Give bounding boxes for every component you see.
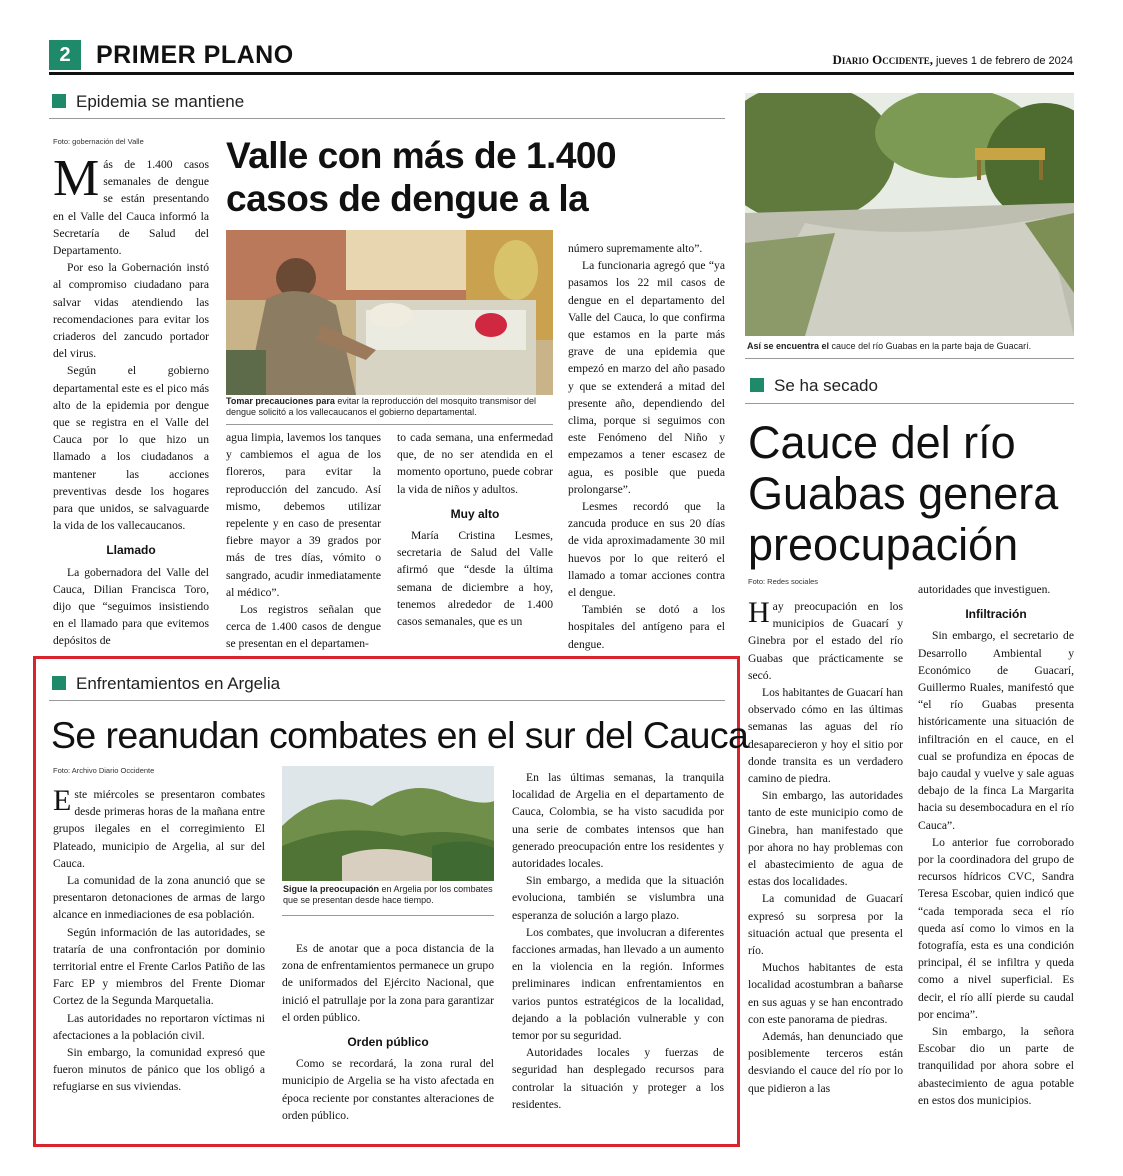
- paragraph: La funcionaria agregó que “ya pasamos los 22 mil casos de dengue en el departamento del Valle del Cauca, lo que confirma que estamos en la parte más grave de una epidemia que empezó en marzo del año pasado y que se extenderá a mitad del presente año, dependiendo del clima, porque si seguimos con este Fenómeno del Niño y empezamos a tener escasez de agua, es posible que pueda prolongarse”.: [568, 259, 725, 496]
- paragraph: to cada semana, una enfermedad que, de no ser atendida en el momento oportuno, puede cobrar la vida de niños y adultos.: [397, 431, 553, 496]
- paragraph: Autoridades locales y fuerzas de seguridad han desplegado recursos para controlar la situación y proteger a los residentes.: [512, 1046, 724, 1111]
- argelia-photo: [282, 766, 494, 881]
- dengue-column-2: [226, 429, 381, 651]
- paragraph: Lo anterior fue corroborado por la coordinadora del grupo de recursos hídricos CVC, Sandra Teresa Escobar, quien indicó que “cada temporada seca el río queda así como lo vimos en la fotografía, esta es una condición principal, él se infiltra y queda como a nivel superficial. Es decir, el río allí pierde su caudal por encima”.: [918, 835, 1074, 1021]
- river-photo-caption: Así se encuentra el cauce del río Guabas en la parte baja de Guacarí.: [747, 341, 1032, 351]
- paragraph: Por eso la Gobernación instó al compromiso ciudadano para salvar vidas atendiendo las recomendaciones para evitar los criaderos del zancudo portador del virus.: [53, 261, 209, 361]
- dengue-column-3: [397, 429, 553, 651]
- dengue-caption-rule: [226, 424, 553, 425]
- kicker-square-icon: [52, 94, 66, 108]
- paragraph: Es de anotar que a poca distancia de la zona de enfrentamientos permanece un grupo de uniformados del Ejército Nacional, que inició el patrullaje por la zona para garantizar el orden público.: [282, 942, 494, 1024]
- paragraph: Sin embargo, a medida que la situación evoluciona, también se vislumbra una esperanza de solución a largo plazo.: [512, 874, 724, 922]
- paragraph: La gobernadora del Valle del Cauca, Dilian Francisca Toro, dijo que “seguimos insistiendo en el llamado para que evitemos depósitos de: [53, 565, 209, 648]
- kicker-square-icon: [750, 378, 764, 392]
- paragraph: Además, han denunciado que posiblemente terceros están desviando el cauce del río por lo que pidieron a las: [748, 1030, 903, 1095]
- argelia-photo-credit: Foto: Archivo Diario Occidente: [53, 766, 155, 775]
- masthead-rule: [49, 72, 1074, 75]
- woman-washing-tank-image: [226, 230, 553, 395]
- paragraph: Los habitantes de Guacarí han observado cómo en las últimas semanas las aguas del río desaparecieron y hoy el sitio por donde transita es un verdadero camino de piedra.: [748, 686, 903, 786]
- paper-name: Diario Occidente,: [832, 52, 933, 67]
- argelia-column-3: [512, 769, 724, 1130]
- paragraph: Sin embargo, la señora Escobar dio un parte de tranquilidad por ahora sobre el abastecimiento de agua potable en estos dos municipios.: [918, 1025, 1074, 1107]
- section-title: PRIMER PLANO: [96, 41, 294, 69]
- river-column-2: [918, 581, 1074, 1128]
- paragraph: Sin embargo, la comunidad expresó que fueron minutos de pánico que los obligó a refugiarse en sus viviendas.: [53, 1046, 265, 1094]
- dengue-kicker: Epidemia se mantiene: [52, 92, 244, 112]
- argelia-column-2: [282, 940, 494, 1130]
- dry-riverbed-image: [745, 93, 1074, 336]
- paragraph: Los combates, que involucran a diferentes facciones armadas, han llevado a un aumento en la violencia en la región. Informes preliminares indican enfrentamientos en varios puntos estratégicos de la localidad, dejando a la población vulnerable y con temor por su seguridad.: [512, 925, 724, 1043]
- paragraph: La comunidad de Guacarí expresó su sorpresa por la situación actual que presenta el río.: [748, 892, 903, 958]
- subhead-llamado: Llamado: [106, 543, 156, 558]
- kicker-square-icon: [52, 676, 66, 690]
- argelia-column-1: Este miércoles se presentaron combates desde primeras horas de la mañana entre grupos ilegales en el corregimiento El Plateado, municipio de Argelia, al sur del Cauca. La comunidad de la zona anunció que se presentaron detonaciones de armas de largo alcance en inmediaciones de esa población. Según información de las autoridades, se trataría de una confrontación por dominio territorial entre el Frente Carlos Patiño de las Farc EP y miembros del Frente Diomar Cortez de la Segunda Marquetalia. Las autoridades no reportaron víctimas ni afectaciones a la población civil. Sin embargo, la comunidad expresó que fueron minutos de pánico que los obligó a refugiarse en sus viviendas.: [53, 786, 265, 1130]
- paragraph: número supremamente alto”.: [568, 242, 703, 255]
- river-column-1: Hay preocupación en los municipios de Guacarí y Ginebra por el estado del río Guabas que prácticamente se secó. Los habitantes de Guacarí han observado cómo en las últimas semanas las aguas del río desaparecieron y hoy el sitio por donde transita es un verdadero camino de piedra. Sin embargo, las autoridades tanto de este municipio como de Ginebra, han manifestado que por ahora no hay problemas con el abastecimiento de agua de estas dos localidades. La comunidad de Guacarí expresó su sorpresa por la situación actual que presenta el río. Muchos habitantes de esta localidad acostumbran a bañarse en sus aguas y se han encontrado con este panorama de piedras. Además, han denunciado que posiblemente terceros están desviando el cauce del río por lo que pidieron a las: [748, 598, 903, 1128]
- dengue-column-1: Más de 1.400 casos semanales de dengue se están presentando en el Valle del Cauca informó la Secretaría de Salud del Departamento. Por eso la Gobernación instó al compromiso ciudadano para salvar vidas atendiendo las recomendaciones para evitar los criaderos del zancudo portador del virus. Según el gobierno departamental este es el pico más alto de la epidemia por dengue que se registra en el Valle del Cauca por lo que hizo un llamado a los ciudadanos a mantener las acciones preventivas desde los hogares para que unidos, se salvaguarde la vida de los vallecaucanos. Llamado La gobernadora del Valle del Cauca, Dilian Francisca Toro, dijo que “seguimos insistiendo en el llamado para que evitemos depósitos de: [53, 156, 209, 651]
- river-kicker: Se ha secado: [750, 376, 878, 396]
- paragraph: Lesmes recordó que la zancuda produce en sus 20 días de vida aproximadamente 30 mil huevos por lo que reiteró el llamado a tomar acciones contra el dengue.: [568, 500, 725, 600]
- river-kicker-rule: [745, 403, 1074, 404]
- paragraph: Sin embargo, el secretario de Desarrollo Ambiental y Económico de Guacarí, Guillermo Ruales, manifestó que “el río Guabas presenta históricamente una situación de infiltración en el cauce, en el cual se profundiza en épocas de bajo caudal y vuelve y sale aguas debajo de la finca La Margarita hacia su desembocadura en el río Cauca”.: [918, 629, 1074, 832]
- paragraph: Como se recordará, la zona rural del municipio de Argelia se ha visto afectada en época reciente por constantes alteraciones de orden público.: [282, 1057, 494, 1122]
- paragraph: autoridades que investiguen.: [918, 583, 1051, 596]
- page-number-badge: [49, 40, 81, 70]
- paragraph: agua limpia, lavemos los tanques y cambiemos el agua de los floreros, para evitar la reproducción del zancudo. Así mismo, debemos utilizar repelente y en caso de presentar fiebre mayor a 39 grados por más de tres días, vómito o sangrado, acudir inmediatamente al médico”.: [226, 431, 381, 599]
- river-photo-credit: Foto: Redes sociales: [748, 577, 819, 586]
- dengue-photo-caption: Tomar precauciones para evitar la reproducción del mosquito transmisor del dengue solicitó a los vallecaucanos el gobierno departamental.: [226, 396, 536, 417]
- paragraph: Sin embargo, las autoridades tanto de este municipio como de Ginebra, han manifestado que por ahora no hay problemas con el abastecimiento de agua de estas dos localidades.: [748, 789, 903, 889]
- argelia-kicker: Enfrentamientos en Argelia: [52, 674, 280, 694]
- drop-cap: E: [53, 786, 72, 817]
- argelia-headline: Se reanudan combates en el sur del Cauca: [51, 714, 749, 756]
- subhead-orden-publico: Orden público: [347, 1035, 429, 1050]
- paragraph: Las autoridades no reportaron víctimas ni afectaciones a la población civil.: [53, 1011, 265, 1042]
- argelia-caption-rule: [282, 915, 494, 916]
- dengue-photo: [226, 230, 553, 395]
- dengue-photo-credit: Foto: gobernación del Valle: [53, 137, 144, 146]
- paragraph: Los registros señalan que cerca de 1.400 casos de dengue se presentan en el departamen-: [226, 603, 381, 651]
- drop-cap: H: [748, 598, 770, 629]
- paragraph: Según información de las autoridades, se trataría de una confrontación por dominio territorial entre el Frente Carlos Patiño de las Farc EP y miembros del Frente Diomar Cortez de la Segunda Marquetalia.: [53, 925, 265, 1008]
- subhead-muy-alto: Muy alto: [450, 506, 500, 521]
- river-caption-rule: [745, 358, 1074, 359]
- paragraph: También se dotó a los hospitales del antígeno para el dengue.: [568, 603, 725, 651]
- paragraph: En las últimas semanas, la tranquila localidad de Argelia en el departamento de Cauca, Colombia, se ha visto sacudida por una serie de combates intensos que han generado preocupación entre los residentes y autoridades locales.: [512, 771, 724, 871]
- page-number: 2: [59, 44, 71, 66]
- issue-date: jueves 1 de febrero de 2024: [936, 55, 1073, 67]
- paragraph: Muchos habitantes de esta localidad acostumbran a bañarse en sus aguas y se han encontrado con este panorama de piedras.: [748, 961, 903, 1026]
- dengue-column-4: [568, 240, 725, 651]
- mountain-town-image: [282, 766, 494, 881]
- subhead-infiltracion: Infiltración: [965, 607, 1027, 622]
- dengue-kicker-rule: [49, 118, 725, 119]
- argelia-kicker-rule: [49, 700, 725, 701]
- paragraph: María Cristina Lesmes, secretaria de Salud del Valle afirmó que “desde la última semana de diciembre a hoy, tenemos alrededor de 1.400 casos semanales, que es un: [397, 529, 553, 629]
- dengue-headline: Valle con más de 1.400 casos de dengue a la: [226, 135, 617, 219]
- argelia-photo-caption: Sigue la preocupación en Argelia por los combates que se presentan desde hace tiempo.: [283, 884, 493, 905]
- masthead-dateline: [832, 52, 1073, 68]
- paragraph: Según el gobierno departamental este es el pico más alto de la epidemia por dengue que se registra en el Valle del Cauca por lo que hizo un llamado a los ciudadanos a mantener las acciones preventivas desde los hogares para que unidos, se salvaguarde la vida de los vallecaucanos.: [53, 364, 209, 533]
- paragraph: La comunidad de la zona anunció que se presentaron detonaciones de armas de largo alcance en inmediaciones de esa población.: [53, 874, 265, 922]
- river-photo: [745, 93, 1074, 336]
- river-headline: Cauce del río Guabas genera preocupación: [748, 417, 1059, 570]
- drop-cap: M: [53, 156, 100, 207]
